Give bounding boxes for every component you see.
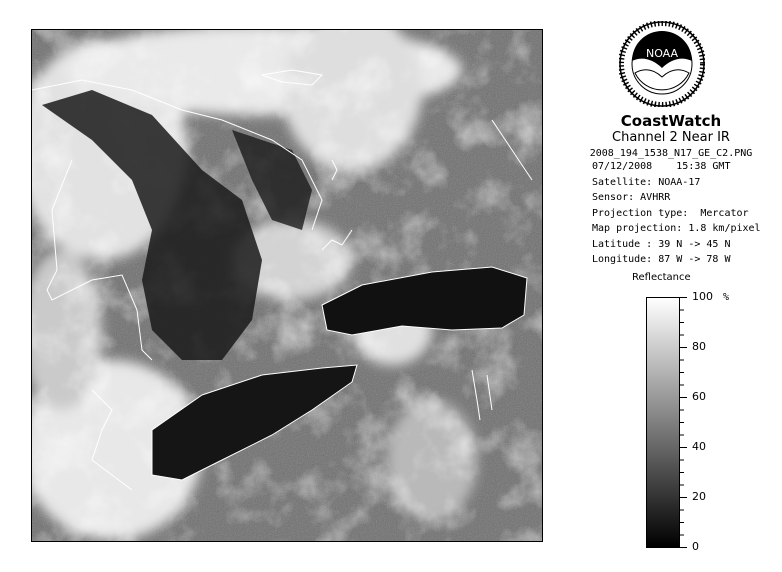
colorbar-tick-label: 80 <box>692 340 706 353</box>
colorbar-tick-label: 100 <box>692 290 713 303</box>
colorbar-ticks <box>680 297 740 549</box>
metadata-list <box>560 159 782 268</box>
channel-title: Channel 2 Near IR <box>612 130 730 145</box>
reflectance-colorbar <box>646 297 680 548</box>
legend-unit: % <box>723 292 730 303</box>
map-projection-label: Map projection: 1.8 km/pixel <box>592 223 761 234</box>
file-name: 2008_194_1538_N17_GE_C2.PNG <box>589 148 753 159</box>
noaa-logo <box>619 21 705 107</box>
legend-title: Reflectance <box>632 272 691 283</box>
info-panel <box>560 112 782 268</box>
satellite-image <box>31 29 543 542</box>
longitude-label: Longitude: 87 W -> 78 W <box>592 254 731 265</box>
satellite-label: Satellite: NOAA-17 <box>592 176 701 188</box>
colorbar-tick-label: 20 <box>692 490 706 503</box>
sensor-label: Sensor: AVHRR <box>592 192 671 203</box>
colorbar-tick-label: 40 <box>692 440 706 453</box>
colorbar-axis <box>680 297 740 549</box>
colorbar-tick-label: 0 <box>692 540 699 553</box>
latitude-label: Latitude : 39 N -> 45 N <box>592 238 731 250</box>
colorbar-tick-label: 60 <box>692 390 706 403</box>
satellite-image-canvas <box>32 30 543 542</box>
noaa-logo-icon <box>619 21 705 107</box>
projection-type-label: Projection type: Mercator <box>592 207 749 219</box>
datetime: 07/12/2008 15:38 GMT <box>592 161 731 172</box>
noaa-logo-text: NOAA <box>645 47 679 60</box>
brand-title: CoastWatch <box>620 112 722 130</box>
